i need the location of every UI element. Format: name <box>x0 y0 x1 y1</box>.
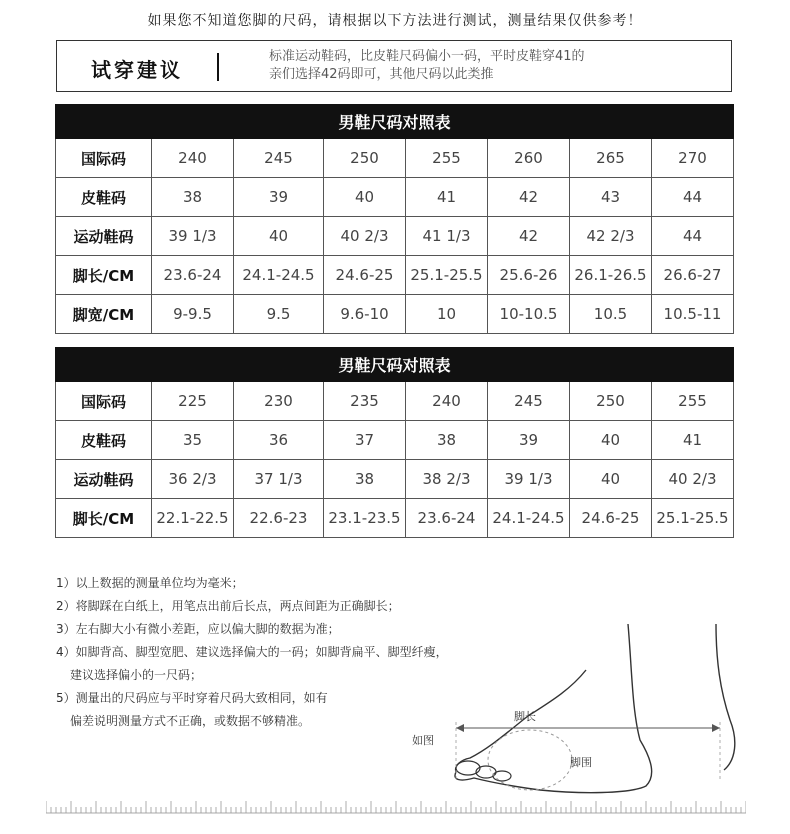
table-cell: 25.1-25.5 <box>406 256 488 295</box>
table-cell: 38 <box>406 421 488 460</box>
table-cell: 9-9.5 <box>152 295 234 334</box>
table-row <box>56 421 734 460</box>
table-cell: 270 <box>652 139 734 178</box>
row-label: 脚长/CM <box>56 499 152 538</box>
table-row <box>56 382 734 421</box>
table-row <box>56 178 734 217</box>
table-cell: 41 <box>406 178 488 217</box>
table-cell: 39 1/3 <box>488 460 570 499</box>
row-label: 皮鞋码 <box>56 421 152 460</box>
table-cell: 38 <box>324 460 406 499</box>
table-cell: 26.6-27 <box>652 256 734 295</box>
table-title: 男鞋尺码对照表 <box>56 348 734 382</box>
table-cell: 40 <box>570 460 652 499</box>
table-cell: 245 <box>488 382 570 421</box>
table-cell: 260 <box>488 139 570 178</box>
table-cell: 10.5-11 <box>652 295 734 334</box>
table-cell: 25.6-26 <box>488 256 570 295</box>
row-label: 脚宽/CM <box>56 295 152 334</box>
fit-advice-title: 试穿建议 <box>91 58 183 82</box>
table-cell: 39 1/3 <box>152 217 234 256</box>
table-cell: 38 2/3 <box>406 460 488 499</box>
table-cell: 35 <box>152 421 234 460</box>
fit-advice-text <box>269 48 585 84</box>
table-cell: 9.5 <box>234 295 324 334</box>
note-item: 偏差说明测量方式不正确，或数据不够精准。 <box>70 714 311 728</box>
girth-label: 脚围 <box>570 756 592 769</box>
note-item: 1）以上数据的测量单位均为毫米； <box>56 576 244 590</box>
leg-back-outline <box>716 624 735 770</box>
row-label: 国际码 <box>56 382 152 421</box>
table-cell: 23.6-24 <box>406 499 488 538</box>
table-cell: 22.6-23 <box>234 499 324 538</box>
table-cell: 42 <box>488 217 570 256</box>
table-cell: 24.1-24.5 <box>488 499 570 538</box>
table-cell: 23.1-23.5 <box>324 499 406 538</box>
table-title: 男鞋尺码对照表 <box>56 105 734 139</box>
note-item: 4）如脚背高、脚型宽肥、建议选择偏大的一码；如脚背扁平、脚型纤瘦， <box>56 645 448 659</box>
table-cell: 10.5 <box>570 295 652 334</box>
row-label: 运动鞋码 <box>56 460 152 499</box>
table-cell: 39 <box>488 421 570 460</box>
foot-measurement-illustration <box>400 610 760 810</box>
table-cell: 42 <box>488 178 570 217</box>
ruler-ticks <box>46 801 746 813</box>
table-cell: 245 <box>234 139 324 178</box>
row-label: 脚长/CM <box>56 256 152 295</box>
table-cell: 255 <box>406 139 488 178</box>
note-item: 2）将脚踩在白纸上，用笔点出前后长点，两点间距为正确脚长； <box>56 599 400 613</box>
table-cell: 40 <box>324 178 406 217</box>
top-note: 如果您不知道您脚的尺码，请根据以下方法进行测试，测量结果仅供参考！ <box>147 13 643 29</box>
table-cell: 9.6-10 <box>324 295 406 334</box>
table-cell: 22.1-22.5 <box>152 499 234 538</box>
table-cell: 250 <box>570 382 652 421</box>
table-cell: 44 <box>652 217 734 256</box>
table-row <box>56 256 734 295</box>
fit-advice-line: 标准运动鞋码，比皮鞋尺码偏小一码，平时皮鞋穿41的 <box>269 49 585 64</box>
table-cell: 23.6-24 <box>152 256 234 295</box>
table-cell: 240 <box>152 139 234 178</box>
table-cell: 39 <box>234 178 324 217</box>
size-chart-table-1 <box>55 104 734 334</box>
length-label: 脚长 <box>514 710 536 723</box>
table-cell: 40 <box>570 421 652 460</box>
table-cell: 37 <box>324 421 406 460</box>
table-cell: 41 1/3 <box>406 217 488 256</box>
table-cell: 240 <box>406 382 488 421</box>
table-cell: 40 <box>234 217 324 256</box>
table-cell: 225 <box>152 382 234 421</box>
fit-advice-line: 亲们选择42码即可，其他尺码以此类推 <box>269 67 494 82</box>
table-cell: 265 <box>570 139 652 178</box>
table-cell: 40 2/3 <box>324 217 406 256</box>
table-cell: 24.6-25 <box>324 256 406 295</box>
table-cell: 230 <box>234 382 324 421</box>
ruler <box>46 796 746 814</box>
table-cell: 42 2/3 <box>570 217 652 256</box>
divider-bar <box>217 53 219 81</box>
table-cell: 36 <box>234 421 324 460</box>
note-item: 建议选择偏小的一尺码； <box>70 668 203 682</box>
arrow-head-left <box>456 724 464 732</box>
table-row <box>56 217 734 256</box>
table-row <box>56 460 734 499</box>
row-label: 国际码 <box>56 139 152 178</box>
table-cell: 255 <box>652 382 734 421</box>
table-row <box>56 499 734 538</box>
table-cell: 250 <box>324 139 406 178</box>
note-item: 5）测量出的尺码应与平时穿着尺码大致相同，如有 <box>56 691 328 705</box>
table-cell: 25.1-25.5 <box>652 499 734 538</box>
fit-advice-box <box>56 40 732 92</box>
table-cell: 38 <box>152 178 234 217</box>
table-cell: 44 <box>652 178 734 217</box>
note-item: 3）左右脚大小有微小差距，应以偏大脚的数据为准； <box>56 622 340 636</box>
row-label: 运动鞋码 <box>56 217 152 256</box>
size-chart-table-2 <box>55 347 734 538</box>
table-cell: 43 <box>570 178 652 217</box>
table-row <box>56 295 734 334</box>
arrow-head-right <box>712 724 720 732</box>
toe-shape <box>493 771 511 781</box>
table-cell: 37 1/3 <box>234 460 324 499</box>
table-cell: 24.1-24.5 <box>234 256 324 295</box>
measurement-notes <box>56 572 448 733</box>
table-cell: 40 2/3 <box>652 460 734 499</box>
example-label: 如图 <box>412 734 434 747</box>
table-cell: 26.1-26.5 <box>570 256 652 295</box>
table-cell: 41 <box>652 421 734 460</box>
table-row <box>56 139 734 178</box>
foot-outline <box>455 624 652 793</box>
table-cell: 10 <box>406 295 488 334</box>
table-cell: 10-10.5 <box>488 295 570 334</box>
row-label: 皮鞋码 <box>56 178 152 217</box>
table-cell: 36 2/3 <box>152 460 234 499</box>
table-cell: 24.6-25 <box>570 499 652 538</box>
table-cell: 235 <box>324 382 406 421</box>
